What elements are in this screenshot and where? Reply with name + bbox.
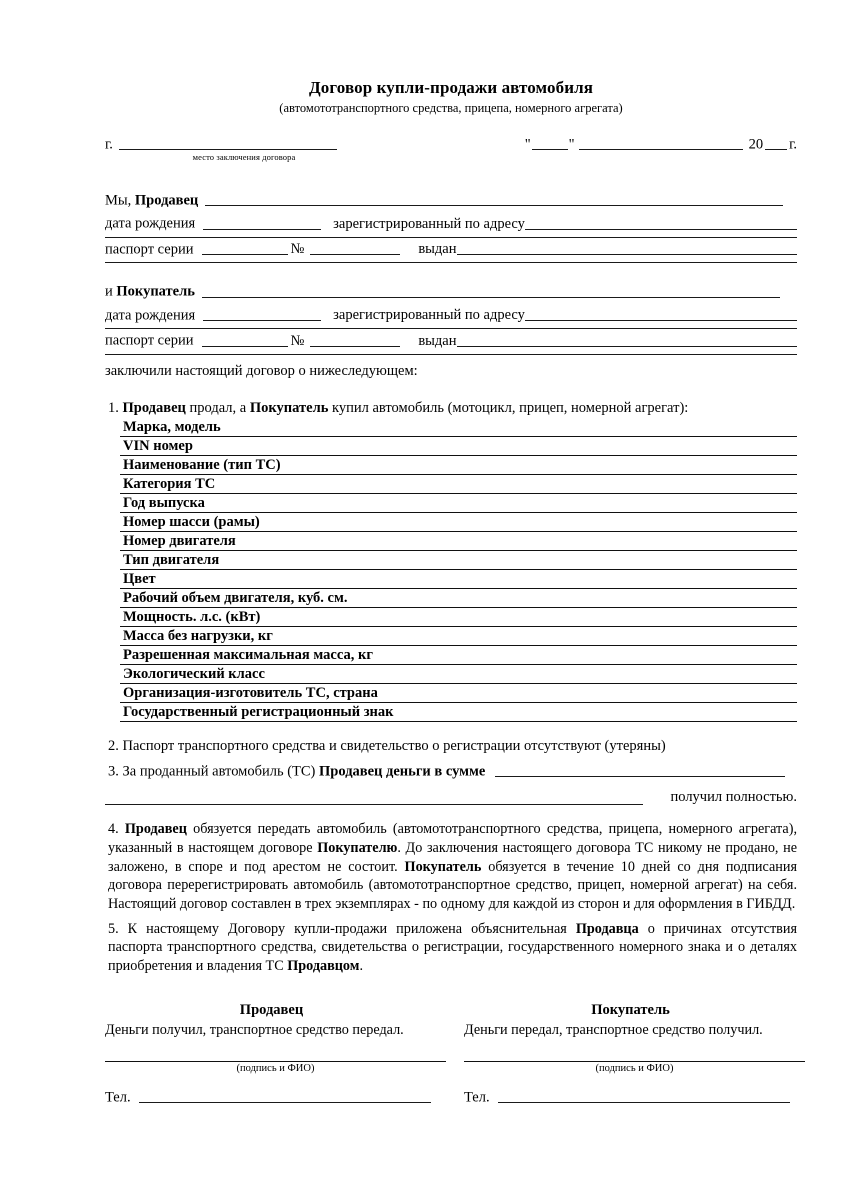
seller-issued-by-input-line[interactable]	[457, 240, 797, 256]
clause-1-number: 1.	[108, 399, 123, 416]
buyer-issued-by-input-line[interactable]	[457, 331, 797, 347]
seller-issued-label: выдан	[418, 241, 457, 258]
document-sheet	[105, 0, 797, 1106]
place-and-date-row	[105, 133, 797, 167]
buyer-signature-statement: Деньги передал, транспортное средство получил.	[464, 1021, 763, 1038]
seller-tel-label: Тел.	[105, 1089, 131, 1106]
vehicle-field-label: Тип двигателя	[123, 552, 220, 569]
clause-1-seller-word: Продавец	[122, 399, 186, 416]
buyer-passport-series-input-line[interactable]	[202, 331, 288, 347]
seller-passport-label: паспорт серии	[105, 241, 194, 258]
page-subtitle: (автомототранспортного средства, прицепа, номерного агрегата)	[279, 100, 623, 115]
vehicle-field-row[interactable]	[120, 551, 797, 570]
seller-number-sign: №	[290, 241, 305, 258]
vehicle-field-row[interactable]	[120, 646, 797, 665]
vehicle-field-row[interactable]	[120, 418, 797, 437]
clause-4-bold-seller: Продавец	[124, 821, 187, 838]
seller-signature-input-line[interactable]	[105, 1061, 446, 1062]
vehicle-field-label: Категория ТС	[123, 476, 216, 493]
vehicle-field-label: Год выпуска	[123, 495, 205, 512]
buyer-name-row	[105, 280, 797, 301]
vehicle-field-row[interactable]	[120, 665, 797, 684]
seller-signature-title: Продавец	[239, 1001, 304, 1018]
clause-4-bold-buyer: Покупатель	[404, 858, 482, 875]
buyer-registered-label: зарегистрированный по адресу	[333, 307, 525, 324]
seller-passport-number-input-line[interactable]	[310, 240, 400, 256]
buyer-signature-caption: (подпись и ФИО)	[595, 1062, 674, 1074]
quote-close: "	[568, 136, 575, 153]
clause-3-prefix: 3. За проданный автомобиль (ТС)	[108, 763, 320, 780]
seller-signature-caption: (подпись и ФИО)	[236, 1062, 315, 1074]
vehicle-details-list	[105, 418, 797, 722]
place-of-conclusion-group	[105, 133, 337, 154]
buyer-signature-title: Покупатель	[591, 1001, 670, 1018]
seller-address-input-line[interactable]	[525, 214, 797, 230]
clause-4-text-1: обязуется передать автомобиль (автомототранспортного средства, прицепа, номерного агрегата), указанный в настоящем договоре	[108, 821, 797, 856]
place-caption: место заключения договора	[192, 151, 296, 162]
buyer-name-input-line[interactable]	[202, 282, 780, 298]
vehicle-field-row[interactable]	[120, 513, 797, 532]
buyer-signature-column	[464, 1002, 797, 1107]
month-input-line[interactable]	[579, 135, 743, 151]
vehicle-field-label: Марка, модель	[123, 419, 221, 436]
vehicle-field-label: VIN номер	[123, 438, 193, 455]
day-input-line[interactable]	[532, 135, 568, 151]
buyer-passport-number-input-line[interactable]	[310, 331, 400, 347]
vehicle-field-row[interactable]	[120, 475, 797, 494]
vehicle-field-label: Наименование (тип ТС)	[123, 457, 281, 474]
seller-signature-statement: Деньги получил, транспортное средство передал.	[105, 1021, 404, 1038]
vehicle-field-row[interactable]	[120, 608, 797, 627]
seller-signature-column	[105, 1002, 438, 1107]
buyer-tel-input-line[interactable]	[498, 1088, 790, 1104]
year-prefix-label: 20	[748, 136, 764, 153]
clause-5-bold-seller-genitive: Продавца	[575, 920, 639, 937]
clause-4-text	[105, 820, 797, 914]
clause-1-buyer-word: Покупатель	[249, 399, 329, 416]
vehicle-field-row[interactable]	[120, 570, 797, 589]
buyer-passport-row	[105, 329, 797, 350]
seller-name-row	[105, 189, 797, 210]
seller-passport-series-input-line[interactable]	[202, 240, 288, 256]
clause-2-text: 2. Паспорт транспортного средства и свидетельство о регистрации отсутствуют (утеряны)	[108, 737, 666, 754]
clause-5-text-1: К настоящему Договору купли-продажи приложена объяснительная	[127, 920, 576, 937]
clause-3-continuation-row	[105, 787, 797, 806]
conclusion-line: заключили настоящий договор о нижеследующем:	[105, 362, 418, 379]
seller-passport-row	[105, 238, 797, 259]
buyer-intro-label: и	[105, 283, 117, 300]
city-prefix-label: г.	[105, 136, 113, 153]
clause-5-number: 5.	[108, 920, 128, 937]
clause-4-number: 4.	[108, 821, 125, 838]
buyer-birth-label: дата рождения	[105, 307, 196, 324]
year-suffix-label: г.	[789, 136, 797, 153]
clause-5-text	[105, 920, 797, 976]
vehicle-field-row[interactable]	[120, 456, 797, 475]
vehicle-field-label: Номер шасси (рамы)	[123, 514, 260, 531]
vehicle-field-label: Номер двигателя	[123, 533, 236, 550]
vehicle-field-label: Масса без нагрузки, кг	[123, 628, 273, 645]
seller-role-label: Продавец	[134, 192, 199, 209]
vehicle-field-label: Цвет	[123, 571, 156, 588]
seller-tel-row	[105, 1086, 438, 1107]
buyer-address-input-line[interactable]	[525, 306, 797, 322]
buyer-birth-row	[105, 304, 797, 325]
city-input-line[interactable]	[119, 135, 337, 151]
seller-birth-row	[105, 212, 797, 233]
clause-4-bold-buyer-dative: Покупателю	[317, 839, 398, 856]
seller-birth-label: дата рождения	[105, 215, 196, 232]
buyer-block	[105, 280, 797, 355]
vehicle-field-row[interactable]	[120, 532, 797, 551]
buyer-role-label: Покупатель	[116, 283, 195, 300]
seller-birth-input-line[interactable]	[203, 214, 321, 230]
clause-3-row	[105, 760, 797, 781]
vehicle-field-row[interactable]	[120, 437, 797, 456]
seller-registered-label: зарегистрированный по адресу	[333, 215, 525, 232]
vehicle-field-row[interactable]	[120, 627, 797, 646]
buyer-signature-input-line[interactable]	[464, 1061, 805, 1062]
buyer-issued-label: выдан	[418, 332, 457, 349]
signatures-section	[105, 1002, 797, 1107]
clause-4-text-2: . До заключения настоящего договора ТС никому не продано, не заложено, в споре и под арестом не состоит.	[108, 839, 797, 875]
seller-block	[105, 189, 797, 264]
buyer-tel-row	[464, 1086, 797, 1107]
clause-1-heading	[105, 400, 797, 417]
page-title: Договор купли-продажи автомобиля	[308, 78, 594, 97]
vehicle-field-row[interactable]	[120, 703, 797, 722]
seller-tel-input-line[interactable]	[139, 1088, 431, 1104]
buyer-number-sign: №	[290, 332, 305, 349]
buyer-issued-continuation-line[interactable]	[105, 354, 797, 355]
vehicle-field-row[interactable]	[120, 494, 797, 513]
vehicle-field-label: Мощность. л.с. (кВт)	[123, 609, 261, 626]
year-input-line[interactable]	[765, 135, 787, 151]
vehicle-field-row[interactable]	[120, 684, 797, 703]
clause-5-text-2: о причинах отсутствия паспорта транспортного средства, свидетельства о регистрации, государственного номерного знака и о деталях приобретения и владения ТС	[108, 920, 797, 975]
title-block	[105, 0, 797, 116]
buyer-passport-label: паспорт серии	[105, 332, 194, 349]
vehicle-field-label: Экологический класс	[123, 666, 265, 683]
vehicle-field-label: Разрешенная максимальная масса, кг	[123, 647, 373, 664]
clause-3-tail: получил полностью.	[670, 789, 797, 806]
clause-1-middle: продал, а	[185, 399, 250, 416]
buyer-birth-input-line[interactable]	[203, 306, 321, 322]
vehicle-field-label: Организация-изготовитель ТС, страна	[123, 685, 378, 702]
clause-3-amount-input-line[interactable]	[495, 762, 785, 778]
clause-3-amount-continuation-line[interactable]	[105, 789, 643, 805]
vehicle-field-label: Государственный регистрационный знак	[123, 704, 394, 721]
date-group	[525, 133, 797, 154]
vehicle-field-label: Рабочий объем двигателя, куб. см.	[123, 590, 348, 607]
clause-1-tail: купил автомобиль (мотоцикл, прицеп, номерной агрегат):	[328, 399, 689, 416]
seller-name-input-line[interactable]	[205, 191, 783, 207]
vehicle-field-row[interactable]	[120, 589, 797, 608]
clause-5-bold-seller-instrumental: Продавцом	[287, 958, 360, 975]
seller-intro-label: Мы,	[105, 192, 135, 209]
seller-issued-continuation-line[interactable]	[105, 262, 797, 263]
clause-5-text-3: .	[359, 958, 363, 975]
quote-open: "	[524, 136, 531, 153]
clause-3-bold: Продавец деньги в сумме	[319, 763, 486, 780]
buyer-tel-label: Тел.	[464, 1089, 490, 1106]
clause-4-text-3: обязуется в течение 10 дней со дня подписания договора перерегистрировать автомобиль (автомототранспортное средство, прицеп, номерной агрегат) на себя. Настоящий договор составлен в трех экземплярах - по одному для каждой из сторон и для оформления в ГИБДД.	[108, 858, 797, 912]
